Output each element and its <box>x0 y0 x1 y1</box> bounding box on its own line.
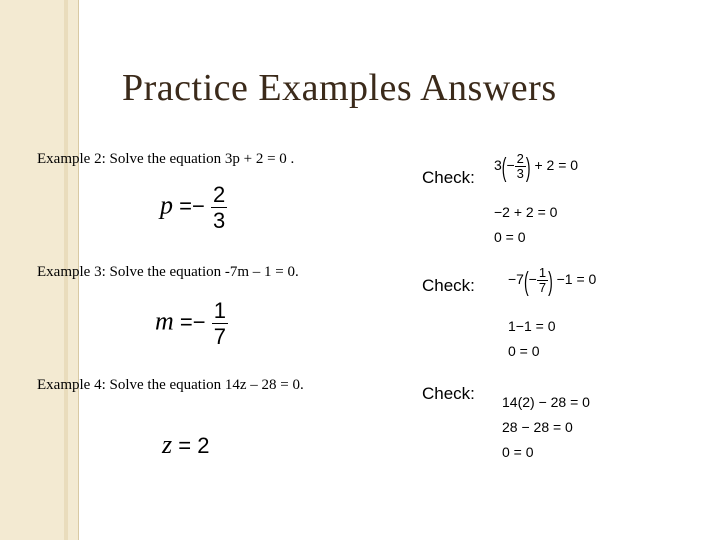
example-4-answer <box>162 430 209 460</box>
example-3-check-line-3: 0 = 0 <box>508 343 540 359</box>
example-3-label: Example 3: <box>37 264 106 280</box>
answer-fraction <box>211 182 227 233</box>
example-2-prompt: Solve the equation 3p + 2 = 0 . <box>109 151 295 167</box>
check-rest: + 2 = 0 <box>534 157 579 174</box>
answer-denominator: 3 <box>212 208 226 233</box>
example-3-statement <box>37 264 299 281</box>
answer-numerator: 1 <box>213 298 226 323</box>
answer-denominator: 7 <box>213 324 226 349</box>
check-fraction <box>515 152 526 181</box>
example-2-answer <box>160 182 227 233</box>
example-3-check-line-2: 1−1 = 0 <box>508 318 556 334</box>
check-denominator: 7 <box>538 280 547 295</box>
answer-variable: m <box>155 306 174 336</box>
answer-value: = 2 <box>178 433 210 458</box>
example-4-check-line-1: 14(2) − 28 = 0 <box>502 394 590 410</box>
slide-title: Practice Examples Answers <box>122 67 557 109</box>
example-2-check-line-1: 3(− $\frac{2}{3}$ ) + 2 = 0 <box>494 151 579 182</box>
example-4-statement <box>37 377 304 394</box>
example-3-check-line-1: −7(− $\frac{1}{7}$ ) −1 = 0 <box>508 265 597 296</box>
check-numerator: 2 <box>516 151 524 166</box>
example-3-answer <box>155 298 228 349</box>
example-2-check-label: Check: <box>422 168 475 187</box>
check-denominator: 3 <box>516 166 524 181</box>
answer-sign: =− <box>179 193 205 219</box>
example-2-check-line-3: 0 = 0 <box>494 229 526 245</box>
answer-numerator: 2 <box>212 182 226 207</box>
example-4-check-label: Check: <box>422 384 475 403</box>
example-4-check-line-2: 28 − 28 = 0 <box>502 419 573 435</box>
answer-sign: =− <box>179 309 206 335</box>
check-numerator: 1 <box>538 265 547 280</box>
check-rest: −1 = 0 <box>556 271 597 288</box>
answer-variable: p <box>160 190 173 220</box>
answer-fraction <box>212 298 228 349</box>
example-3-check-label: Check: <box>422 276 475 295</box>
example-2-check-line-2: −2 + 2 = 0 <box>494 204 558 220</box>
check-coefficient: −7 <box>508 271 524 288</box>
check-fraction <box>537 266 548 295</box>
check-coefficient: 3 <box>494 157 502 174</box>
example-3-prompt: Solve the equation -7m – 1 = 0. <box>109 264 299 280</box>
example-4-prompt: Solve the equation 14z – 28 = 0. <box>109 377 304 393</box>
example-4-check-line-3: 0 = 0 <box>502 444 534 460</box>
answer-variable: z <box>162 430 173 459</box>
example-2-statement <box>37 151 294 168</box>
example-4-label: Example 4: <box>37 377 106 393</box>
example-2-label: Example 2: <box>37 151 106 167</box>
